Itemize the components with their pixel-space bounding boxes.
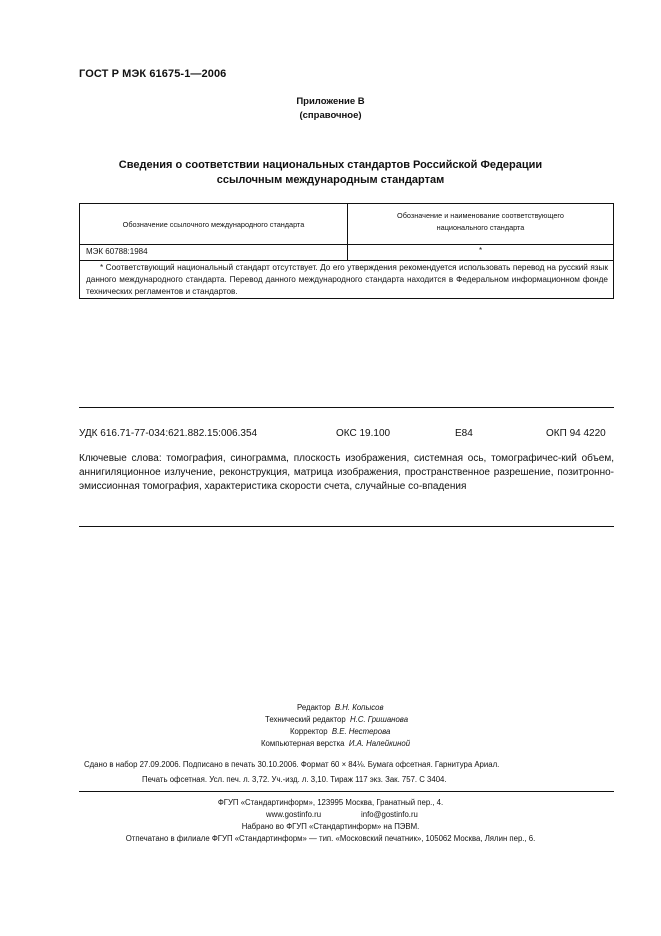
publisher-site: www.gostinfo.ru [266,810,322,819]
credit-layout-label: Компьютерная верстка [261,739,345,748]
table-header-national-line1: Обозначение и наименование соответствующего [397,211,564,220]
table-cell-international: МЭК 60788:1984 [86,247,148,256]
publisher-line4: Отпечатано в филиале ФГУП «Стандартинформ» — тип. «Московский печатник», 105062 Москва, Лялин пер., 6. [125,834,536,843]
table-divider-row [80,260,613,261]
document-title [0,158,661,188]
group-code: Е84 [455,428,473,439]
correspondence-table [79,203,614,299]
table-divider-header [80,244,613,245]
divider-publisher [79,791,614,792]
credit-corrector-name: В.Е. Нестерова [331,727,391,736]
credit-editor [297,702,384,714]
credit-editor-label: Редактор [297,703,331,712]
udk-code: УДК 616.71-77-034:621.882.15:006.354 [79,428,258,439]
credit-layout [261,738,410,750]
credit-tech-label: Технический редактор [265,715,346,724]
document-title-line2: ссылочным международным стандартам [216,174,445,186]
print-info-line1: Сдано в набор 27.09.2006. Подписано в печать 30.10.2006. Формат 60 × 84⅛. Бумага офсетная. Гарнитура Ариал. [84,760,500,769]
keywords: Ключевые слова: томография, синограмма, плоскость изображения, системная ось, томографичес-кий объем, аннигиляционное излучение, реконструкция, матрица изображения, пространственное разрешение, позитронно-эмиссионная томография, характеристика скорости счета, случайные со-впадения [79,453,614,492]
publisher-email: info@gostinfo.ru [361,810,418,819]
table-footnote: * Соответствующий национальный стандарт отсутствует. До его утверждения рекомендуется использовать перевод на русский язык данного международного стандарта. Перевод данного международного стандарта находится в Федеральном информационном фонде технических регламентов и стандартов. [86,263,608,296]
document-title-line1: Сведения о соответствии национальных стандартов Российской Федерации [118,159,543,171]
publisher-line3: Набрано во ФГУП «Стандартинформ» на ПЭВМ. [241,822,420,831]
standard-code: ГОСТ Р МЭК 61675-1—2006 [79,68,227,80]
okp-code: ОКП 94 4220 [546,428,606,439]
annex-subtitle: (справочное) [299,110,362,121]
table-cell-national: * [478,246,483,255]
table-header-national [348,210,613,234]
table-header-national-line2: национального стандарта [436,223,525,232]
credit-layout-name: И.А. Налейкиной [348,739,411,748]
credit-editor-name: В.Н. Копысов [334,703,384,712]
annex-title: Приложение В [296,96,365,107]
credit-corrector [290,726,390,738]
publisher-line1: ФГУП «Стандартинформ», 123995 Москва, Гранатный пер., 4. [217,798,444,807]
credit-corrector-label: Корректор [290,727,328,736]
credit-tech-editor [265,714,408,726]
print-info-line2: Печать офсетная. Усл. печ. л. 3,72. Уч.-изд. л. 3,10. Тираж 117 экз. Зак. 757. С 3404. [142,775,447,784]
table-header-international: Обозначение ссылочного международного стандарта [122,220,305,229]
oks-code: ОКС 19.100 [336,428,391,439]
divider-bottom [79,526,614,527]
divider-top [79,407,614,408]
credit-tech-name: Н.С. Гришанова [350,715,409,724]
